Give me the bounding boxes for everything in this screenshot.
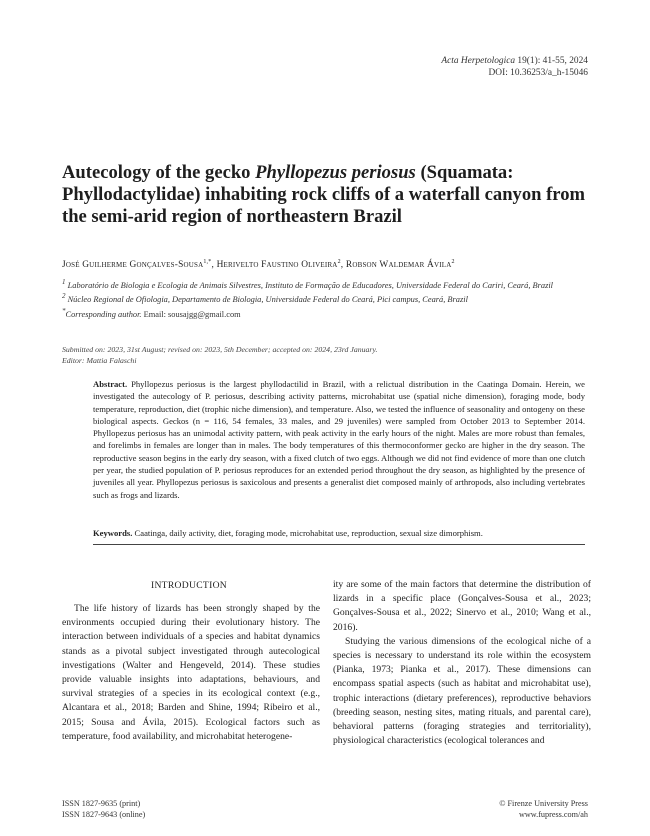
author-3[interactable]: Robson Waldemar Ávila	[345, 260, 452, 271]
author-1-affil: 1,*	[203, 259, 212, 265]
issn-online: ISSN 1827-9643 (online)	[62, 810, 146, 819]
submission-dates: Submitted on: 2023, 31st August; revised on: 2023, 5th December; accepted on: 2024, 23rd January.	[62, 345, 378, 354]
corresponding-label: Corresponding author.	[65, 309, 142, 319]
journal-name: Acta Herpetologica	[441, 56, 516, 66]
author-list	[62, 259, 602, 270]
author-separator: ,	[211, 260, 217, 271]
paragraph: ity are some of the main factors that determine the distribution of lizards in a specific place (Gonçalves-Sousa et al., 2023; Gonçalves-Sousa et al., 2022; Sinervo et al., 2010; Wang et al., 2016).	[333, 579, 591, 633]
affiliations	[62, 277, 592, 320]
author-1[interactable]: José Guilherme Gonçalves-Sousa	[62, 260, 204, 271]
affiliation-1-mark: 1	[62, 278, 66, 286]
publisher-url[interactable]: www.fupress.com/ah	[518, 810, 588, 819]
affiliation-1-text: Laboratório de Biologia e Ecologia de Animais Silvestres, Instituto de Formação de Educadores, Universidade Federal do Cariri, Ceará, Brazil	[65, 280, 553, 290]
article-title	[62, 162, 602, 228]
journal-volume: 19(1): 41-55, 2024	[515, 56, 588, 66]
author-3-affil: 2	[451, 259, 455, 265]
paragraph: The life history of lizards has been strongly shaped by the environments occupied during their evolutionary history. The interaction between individuals of a species and habitat dynamics stands as a pivotal subject investigated through autecological investigations (Walter and Hengeveld, 2014). These studies provide valuable insights into adaptations, behaviours, and survival strategies of a species in its ecological context (e.g., Alcantara et al., 2018; Barden and Shine, 1994; Ribeiro et al., 2015; Sousa and Ávila, 2015). Ecological factors such as temperature, food availability, and microhabitat heterogene-	[62, 603, 320, 742]
body-column-left	[62, 602, 320, 744]
journal-citation	[441, 55, 588, 67]
footer-issn	[62, 798, 145, 820]
body-column-right	[333, 578, 591, 748]
affiliation-2	[62, 291, 592, 305]
corresponding-email[interactable]: Email: sousajgg@gmail.com	[141, 309, 241, 319]
editor-line: Editor: Mattia Falaschi	[62, 355, 137, 365]
publisher-name: © Firenze University Press	[499, 799, 588, 808]
abstract-text: Phyllopezus periosus is the largest phyllodactilid in Brazil, with a relictual distribution in the Caatinga Domain. Herein, we investigated the autecology of P. periosus, describing activity patterns, microhabitat use (spatial niche dimension), foraging mode, body temperature, reproduction, diet (trophic niche dimension), and temperature. Also, we tested the influence of seasonality and ontogeny on these biological aspects. Geckos (n = 116, 54 females, 33 males, and 29 juveniles) were sampled from October 2013 to September 2014. Phyllopezus periosus has an unimodal activity pattern, with peak activity in the early hours of the night. Males are more robust than females, and forelimbs in females are longer than in males. The body temperatures of this thermoconformer gecko are higher in the dry season. The reproductive season begins in the early dry season, with a fixed clutch of two eggs. Although we did not find evidence of more than one clutch per year, the studied population of P. periosus reproduces for an extended period throughout the dry season, as highlighted by the presence of juveniles all year. Phyllopezus periosus is saxicolous and presents a generalist diet composed mainly of arthropods, also including vertebrates such as frogs and lizards.	[93, 379, 585, 500]
author-separator: ,	[340, 260, 346, 271]
affiliation-2-text: Núcleo Regional de Ofiologia, Departamento de Biologia, Universidade Federal do Ceará, Pici campus, Ceará, Brazil	[65, 295, 468, 305]
author-2-affil: 2	[337, 259, 341, 265]
affiliation-2-mark: 2	[62, 292, 66, 301]
corresponding-author	[62, 306, 592, 320]
title-part-2: (Squamata: Phyllodactylidae) inhabiting rock cliffs of a waterfall canyon from the semi-arid region of northeastern Brazil	[62, 162, 586, 227]
keywords	[93, 527, 585, 539]
keywords-text: Caatinga, daily activity, diet, foraging mode, microhabitat use, reproduction, sexual size dimorphism.	[132, 528, 483, 538]
keywords-label: Keywords.	[93, 528, 133, 538]
paragraph: Studying the various dimensions of the ecological niche of a species is necessary to understand its role within the ecosystem (Pianka, 1973; Pianka et al., 2017). These dimensions can encompass spatial aspects (such as habitat and microhabitat use), trophic interactions (dietary preferences), reproductive behaviors (breeding season, nesting sites, mating rituals, and parental care), behavioral patterns (foraging strategies and territoriality), physiological characteristics (ecological tolerances and	[333, 635, 591, 747]
submission-info	[62, 345, 592, 366]
affiliation-1	[62, 277, 592, 291]
abstract	[93, 378, 585, 501]
title-species: Phyllopezus periosus	[255, 162, 416, 183]
section-heading-introduction: INTRODUCTION	[150, 580, 228, 591]
abstract-label: Abstract.	[93, 379, 128, 389]
keywords-divider	[93, 544, 585, 545]
title-part-1: Autecology of the gecko	[62, 162, 256, 183]
author-2[interactable]: Herivelto Faustino Oliveira	[216, 260, 338, 271]
footer-publisher	[499, 798, 588, 820]
issn-print: ISSN 1827-9635 (print)	[62, 799, 141, 808]
corresponding-mark: *	[62, 306, 66, 315]
doi-link[interactable]: DOI: 10.36253/a_h-15046	[488, 68, 588, 78]
journal-header	[441, 55, 588, 79]
